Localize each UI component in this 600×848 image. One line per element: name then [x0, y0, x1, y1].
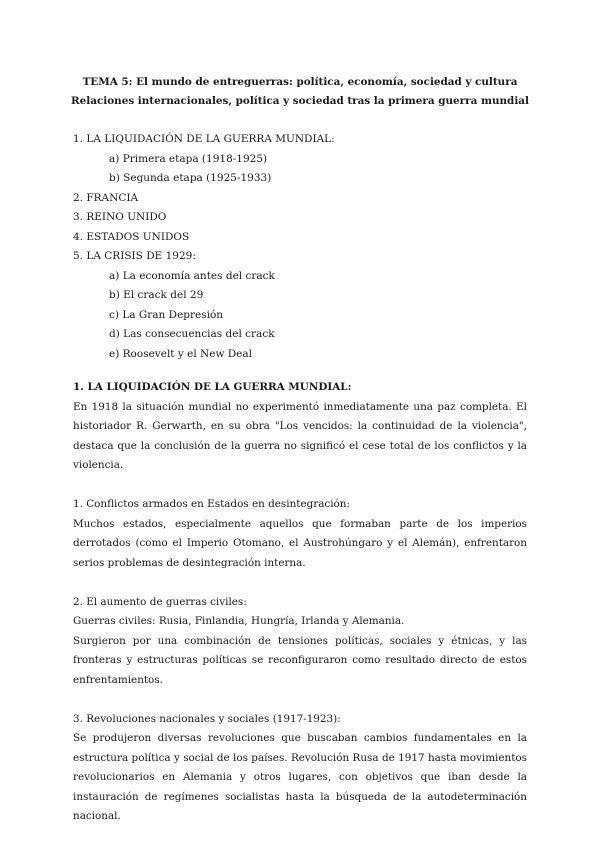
toc-subitem: b) El crack del 29 — [109, 289, 204, 301]
subsection-title: 3. Revoluciones nacionales y sociales (1917-1923): — [73, 712, 341, 725]
toc-subitem: b) Segunda etapa (1925-1933) — [109, 172, 272, 184]
title-line-1: TEMA 5: El mundo de entreguerras: política, economía, sociedad y cultura — [82, 76, 518, 88]
table-of-contents — [73, 130, 533, 364]
subsection-title: 1. Conflictos armados en Estados en desintegración: — [73, 498, 351, 510]
document-title — [0, 73, 600, 111]
toc-subitem: c) La Gran Depresión — [109, 308, 224, 321]
paragraph: Muchos estados, especialmente aquellos que formaban parte de los imperios derrotados (como el Imperio Otomano, el Austrohúngaro y el Alemán), enfrentaron serios problemas de desintegración interna. — [73, 517, 527, 569]
toc-subitem: e) Roosevelt y el New Deal — [109, 347, 253, 360]
toc-subitem: a) La economía antes del crack — [109, 269, 275, 282]
paragraph: Guerras civiles: Rusia, Finlandia, Hungría, Irlanda y Alemania. — [73, 615, 405, 627]
toc-item: 5. LA CRISIS DE 1929: — [73, 250, 196, 262]
toc-item: 3. REINO UNIDO — [73, 211, 167, 223]
title-line-2: Relaciones internacionales, política y sociedad tras la primera guerra mundial — [71, 95, 529, 107]
toc-item: 2. FRANCIA — [73, 191, 139, 204]
paragraph-spacer — [73, 690, 527, 710]
paragraph: Se produjeron diversas revoluciones que buscaban cambios fundamentales en la estructura política y social de los países. Revolución Rusa de 1917 hasta movimientos revolucionarios en Alemania y otros lugares, con objetivos que iban desde la instauración de regímenes socialistas hasta la búsqueda de la autodeterminación nacional. — [73, 732, 527, 822]
subsection-title: 2. El aumento de guerras civiles: — [73, 595, 247, 608]
toc-subitem: a) Primera etapa (1918-1925) — [109, 152, 268, 165]
section-1 — [73, 378, 527, 827]
toc-subitem: d) Las consecuencias del crack — [109, 328, 275, 340]
paragraph-spacer — [73, 476, 527, 496]
paragraph: Surgieron por una combinación de tensiones políticas, sociales y étnicas, y las fronteras y estructuras políticas se reconfiguraron como resultado directo de estos enfrentamientos. — [73, 634, 527, 686]
section-intro-paragraph: En 1918 la situación mundial no experimentó inmediatamente una paz completa. El historiador R. Gerwarth, en su obra "Los vencidos: la continuidad de la violencia", destaca que la conclusión de la guerra no significó el cese total de los conflictos y la violencia. — [73, 400, 527, 471]
paragraph-spacer — [73, 573, 527, 593]
section-heading: 1. LA LIQUIDACIÓN DE LA GUERRA MUNDIAL: — [73, 381, 352, 393]
toc-item: 1. LA LIQUIDACIÓN DE LA GUERRA MUNDIAL: — [73, 133, 335, 145]
toc-item: 4. ESTADOS UNIDOS — [73, 230, 190, 243]
